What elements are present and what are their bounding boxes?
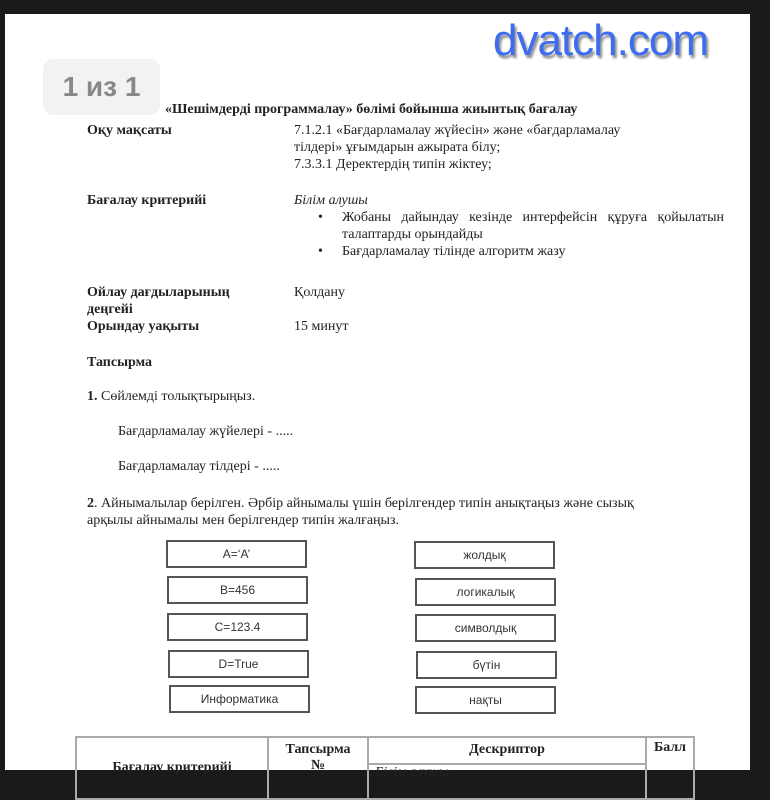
table-header-task-line: № <box>310 758 326 773</box>
criteria-label: Бағалау критерийі <box>87 193 207 208</box>
table-header-descriptor: Дескриптор <box>368 737 646 764</box>
table-header-task <box>268 737 368 799</box>
type-box: логикалық <box>415 578 556 606</box>
task1-prompt <box>87 388 255 405</box>
task1-line: Бағдарламалау жүйелері - ..... <box>118 424 294 439</box>
learning-goal-label: Оқу мақсаты <box>87 123 172 138</box>
task-heading: Тапсырма <box>87 355 153 370</box>
table-header-task-line: Тапсырма <box>285 742 351 757</box>
task2-number: 2 <box>87 496 94 511</box>
learning-goal-line: тілдері» ұғымдарын ажырата білу; <box>294 140 501 155</box>
variable-box: A=‘A’ <box>166 540 307 568</box>
type-box: нақты <box>415 686 556 714</box>
learning-goal-value <box>294 122 724 173</box>
type-box: символдық <box>415 614 556 642</box>
type-box: жолдық <box>414 541 555 569</box>
learning-goal-line: 7.1.2.1 «Бағдарламалау жүйесін» және «бағдарламалау <box>294 123 621 138</box>
task2-prompt <box>87 495 727 529</box>
learning-goal-line: 7.3.3.1 Деректердің типін жіктеу; <box>294 157 492 172</box>
criteria-value <box>294 192 724 260</box>
criteria-list <box>294 209 724 260</box>
variable-box: C=123.4 <box>167 613 308 641</box>
variable-box: Информатика <box>169 685 310 713</box>
thinking-level-label-line: Ойлау дағдыларының <box>87 285 230 300</box>
criteria-item: • Жобаны дайындау кезінде интерфейсін құруға қойылатын талаптарды орындайды <box>342 209 724 243</box>
duration-value: 15 минут <box>294 319 349 334</box>
task1-line: Бағдарламалау тілдері - ..... <box>118 459 280 474</box>
document-page <box>5 14 750 780</box>
assessment-table <box>75 736 695 800</box>
table-header-criteria: Бағалау критерийі <box>76 737 268 799</box>
thinking-level-label-line: деңгейі <box>87 302 133 317</box>
task2-text-line: арқылы айнымалы мен берілгендер типін жалғаңыз. <box>87 513 399 528</box>
variable-box: B=456 <box>167 576 308 604</box>
type-box: бүтін <box>416 651 557 679</box>
thinking-level-value: Қолдану <box>294 285 345 300</box>
variable-box: D=True <box>168 650 309 678</box>
task2-text-line: . Айнымалылар берілген. Әрбір айнымалы үшін берілгендер типін анықтаңыз және сызық <box>94 496 634 511</box>
duration-label: Орындау уақыты <box>87 319 200 334</box>
task1-text: Сөйлемді толықтырыңыз. <box>101 389 256 404</box>
criteria-item: • Бағдарламалау тілінде алгоритм жазу <box>342 243 724 260</box>
criteria-intro: Білім алушы <box>294 193 368 208</box>
page-counter-badge: 1 из 1 <box>43 59 160 115</box>
watermark: dvatch.com <box>493 16 708 65</box>
thinking-level-label <box>87 284 277 318</box>
task1-number: 1. <box>87 389 98 404</box>
table-descriptor-subheader: Білім алушы <box>368 764 646 799</box>
document-title: «Шешімдерді программалау» бөлімі бойынша жиынтық бағалау <box>165 102 578 117</box>
table-header-score: Балл <box>646 737 694 799</box>
